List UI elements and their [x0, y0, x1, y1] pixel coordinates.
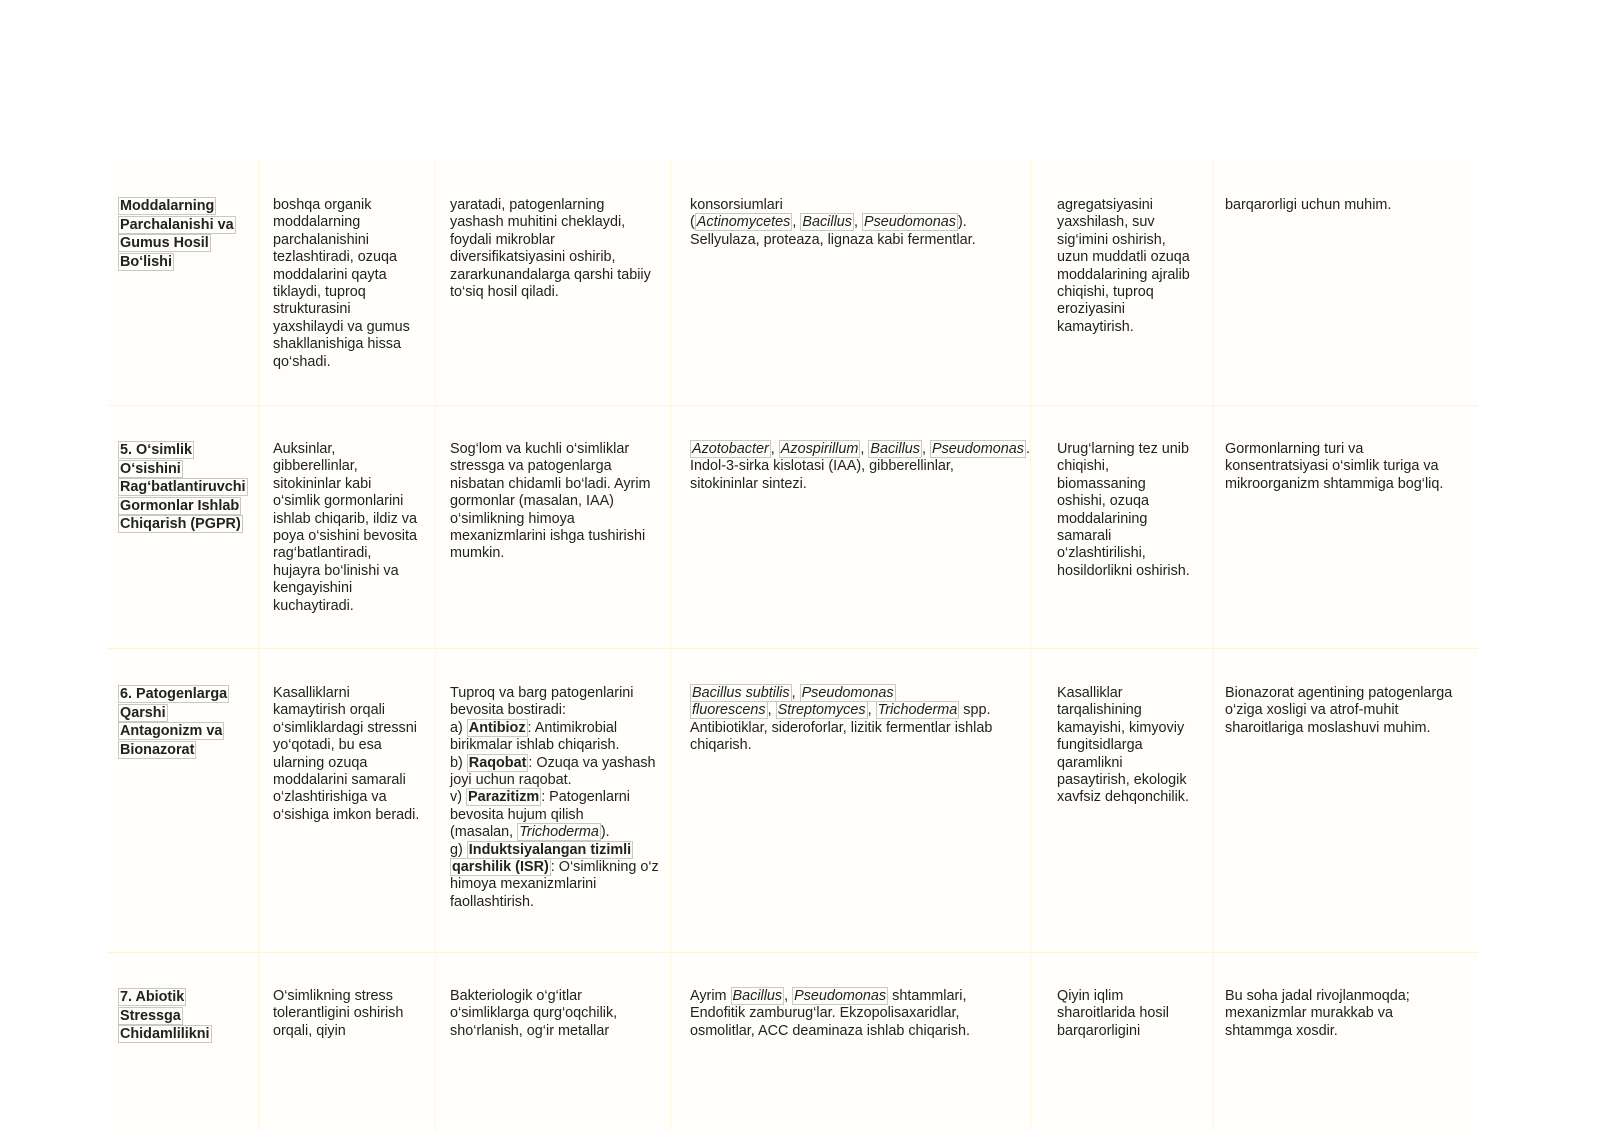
organisms-cell: konsorsiumlari ( Actinomycetes , Bacillus , Pseudomonas ). Sellyulaza, proteaza, lignaza kabi fermentlar. — [690, 197, 976, 248]
species-name: Streptomyces — [777, 702, 866, 719]
species-name: Bacillus — [802, 214, 852, 231]
species-name: Pseudomonas — [863, 214, 956, 231]
species-name: Actinomycetes — [696, 214, 791, 231]
column-divider — [435, 160, 436, 1131]
mechanism-cell: Kasalliklarni kamaytirish orqali o‘simliklardagi stressni yo‘qotadi, bu esa ularning ozuqa moddalarini samarali o‘zlashtirishiga va o‘sishiga imkon beradi. — [273, 685, 420, 823]
benefit-cell: agregatsiyasini yaxshilash, suv sig‘imini oshirish, uzun muddatli ozuqa moddalarining ajralib chiqishi, tuproq eroziyasini kamaytirish. — [1057, 197, 1190, 335]
organisms-cell: Bacillus subtilis , Pseudomonas fluorescens , Streptomyces , Trichoderma spp. Antibiotiklar, sideroforlar, lizitik fermentlar ishlab chiqarish. — [690, 685, 993, 754]
mechanism-cell: boshqa organik moddalarning parchalanishini tezlashtiradi, ozuqa moddalarini qayta tiklaydi, tuproq strukturasini yaxshilaydi va gumus shakllanishiga hissa qo‘shadi. — [273, 197, 410, 370]
column-divider — [1030, 160, 1031, 1131]
row-divider — [108, 405, 1478, 406]
species-name: Pseudomonas — [931, 441, 1024, 457]
benefit-cell: Kasalliklar tarqalishining kamayishi, kimyoviy fungitsidlarga qaramlikni pasaytirish, ekologik xavfsiz dehqonchilik. — [1057, 685, 1189, 806]
organisms-cell: Azotobacter , Azospirillum , Bacillus , Pseudomonas . Indol-3-sirka kislotasi (IAA), gibberellinlar, sitokininlar sintezi. — [690, 441, 1030, 492]
effect-cell: yaratadi, patogenlarning yashash muhitini cheklaydi, foydali mikroblar diversifikatsiyasini oshirib, zararkunandalarga qarshi tabiiy to‘siq hosil qiladi. — [450, 197, 651, 301]
species-name: Bacillus — [732, 988, 783, 1004]
effect-cell: Sog‘lom va kuchli o‘simliklar stressga va patogenlarga nisbatan chidamli bo‘ladi. Ayrim gormonlar (masalan, IAA) o‘simlikning himoya mexanizmlarini ishga tushirishi mumkin. — [450, 441, 651, 562]
note-cell: Bu soha jadal rivojlanmoqda; mexanizmlar murakkab va shtammga xosdir. — [1225, 988, 1410, 1039]
note-cell: Gormonlarning turi va konsentratsiyasi o‘simlik turiga va mikroorganizm shtammiga bog‘liq. — [1225, 441, 1444, 492]
benefit-cell: Urug‘larning tez unib chiqishi, biomassaning oshishi, ozuqa moddalarining samarali o‘zlashtirilishi, hosildorlikni oshirish. — [1057, 441, 1190, 579]
species-name: Trichoderma — [877, 702, 958, 719]
mechanism-term: Parazitizm — [468, 789, 540, 806]
table-row-title: 5. O‘simlik O‘sishini Rag‘batlantiruvchi Gormonlar Ishlab Chiqarish (PGPR) — [120, 442, 246, 532]
species-name: Pseudomonas — [794, 988, 887, 1004]
row-divider — [108, 648, 1478, 649]
species-name: Azospirillum — [780, 441, 859, 457]
table-row-title: 7. Abiotik Stressga Chidamlilikni — [120, 989, 210, 1042]
effect-cell: Tuproq va barg patogenlarini bevosita bostiradi: a) Antibioz : Antimikrobial birikmalar ishlab chiqarish. b) Raqobat : Ozuqa va yashash joyi uchun raqobat. v) Parazitizm : Patogenlarni bevosita hujum qilish (masalan, Trichoderma ). g) Induktsiyalangan tizimli qarshilik (ISR) : O‘simlikning o‘z himoya mexanizmlarini faollashtirish. — [450, 685, 659, 910]
species-name: Bacillus subtilis — [692, 685, 790, 701]
species-name: Bacillus — [870, 441, 920, 457]
mechanism-cell: O‘simlikning stress tolerantligini oshirish orqali, qiyin — [273, 988, 404, 1039]
column-divider — [258, 160, 259, 1131]
species-name: Trichoderma — [519, 824, 599, 841]
note-cell: Bionazorat agentining patogenlarga o‘ziga xosligi va atrof-muhit sharoitlariga moslashuvi muhim. — [1225, 685, 1453, 736]
mechanism-term: Induktsiyalangan tizimli qarshilik (ISR) — [452, 841, 632, 876]
column-divider — [1213, 160, 1214, 1131]
mechanism-term: Antibioz — [468, 719, 526, 736]
mechanism-cell: Auksinlar, gibberellinlar, sitokininlar kabi o‘simlik gormonlarini ishlab chiqarib, ildiz va poya o‘sishini bevosita rag‘batlantiradi, hujayra bo‘linishi va kengayishini kuchaytiradi. — [273, 441, 417, 614]
row-divider — [108, 952, 1478, 953]
column-divider — [670, 160, 671, 1131]
table-row-title: 6. Patogenlarga Qarshi Antagonizm va Bionazorat — [120, 686, 228, 758]
benefit-cell: Qiyin iqlim sharoitlarida hosil barqarorligini — [1057, 988, 1169, 1039]
note-cell: barqarorligi uchun muhim. — [1225, 197, 1392, 213]
species-name: Pseudomonas fluorescens — [692, 685, 894, 719]
species-name: Azotobacter — [692, 441, 769, 457]
table-row-title: Moddalarning Parchalanishi va Gumus Hosil Bo‘lishi — [120, 198, 234, 270]
organisms-cell: Ayrim Bacillus , Pseudomonas shtammlari, Endofitik zamburug‘lar. Ekzopolisaxaridlar, osmolitlar, ACC deaminaza ishlab chiqarish. — [690, 988, 970, 1039]
effect-cell: Bakteriologik o‘g‘itlar o‘simliklarga qurg‘oqchilik, sho‘rlanish, og‘ir metallar — [450, 988, 618, 1039]
mechanism-term: Raqobat — [468, 754, 527, 771]
